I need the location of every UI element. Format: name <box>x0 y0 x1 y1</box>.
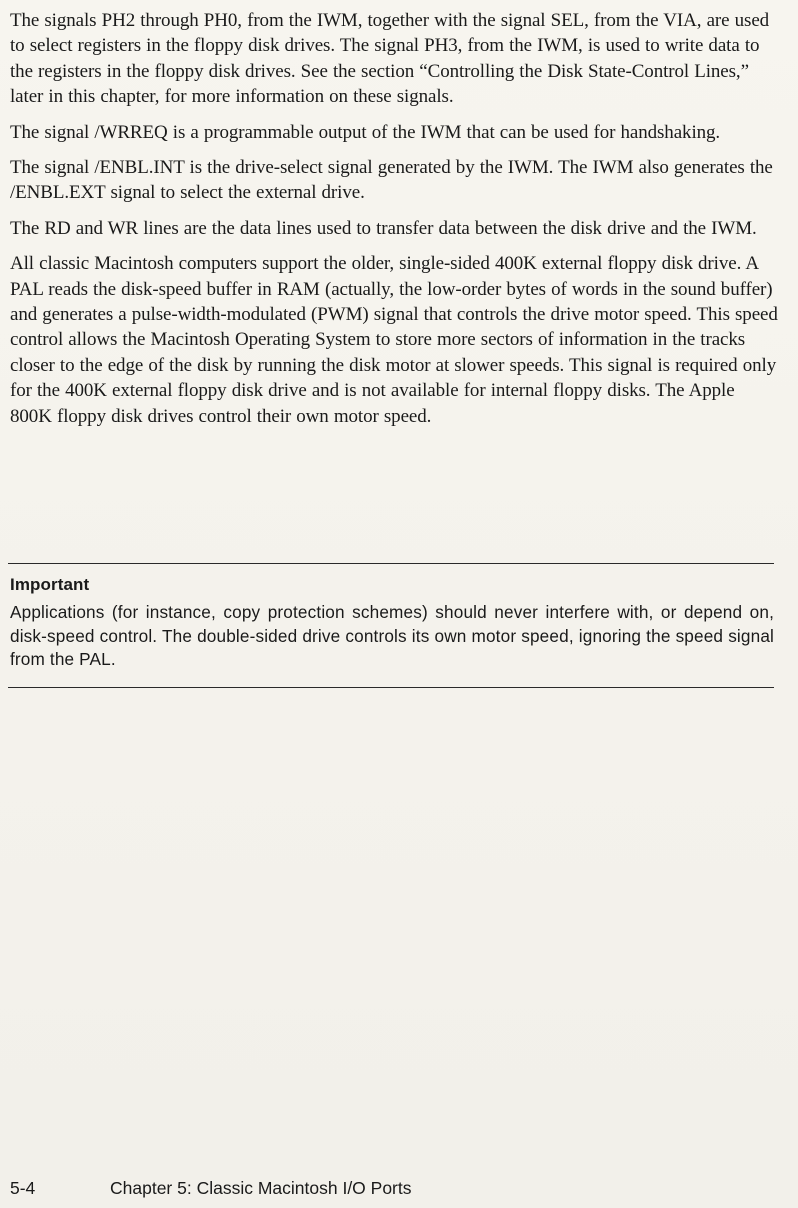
paragraph-enbl: The signal /ENBL.INT is the drive-select signal generated by the IWM. The IWM also generates the /ENBL.EXT signal to select the external drive. <box>10 157 773 204</box>
paragraph-wrreq: The signal /WRREQ is a programmable output of the IWM that can be used for handshaking. <box>10 121 721 143</box>
paragraph-disk-speed: All classic Macintosh computers support the older, single-sided 400K external floppy disk drive. A PAL reads the disk-speed buffer in RAM (actually, the low-order bytes of words in the sound buffer) and generates a pulse-width-modulated (PWM) signal that controls the drive motor speed. This speed control allows the Macintosh Operating System to store more sectors of information in the tracks closer to the edge of the disk by running the disk motor at slower speeds. This signal is required only for the 400K external floppy disk drive and is not available for internal floppy disks. The Apple 800K floppy disk drives control their own motor speed. <box>10 253 778 427</box>
note-bottom-rule <box>8 687 774 688</box>
body-text <box>10 8 780 439</box>
important-note <box>10 575 774 672</box>
paragraph-signals-ph: The signals PH2 through PH0, from the IWM, together with the signal SEL, from the VIA, are used to select registers in the floppy disk drives. The signal PH3, from the IWM, is used to write data to the registers in the floppy disk drives. See the section “Controlling the Disk State-Control Lines,” later in this chapter, for more information on these signals. <box>10 10 770 108</box>
note-heading: Important <box>10 575 90 594</box>
note-top-rule <box>8 563 774 564</box>
paragraph-rd-wr: The RD and WR lines are the data lines used to transfer data between the disk drive and the IWM. <box>10 217 757 239</box>
page-number: 5-4 <box>10 1178 36 1198</box>
note-text: Applications (for instance, copy protection schemes) should never interfere with, or depend on, disk-speed control. The double-sided drive controls its own motor speed, ignoring the speed signal from the PAL. <box>10 602 774 669</box>
chapter-title: Chapter 5: Classic Macintosh I/O Ports <box>110 1178 412 1198</box>
